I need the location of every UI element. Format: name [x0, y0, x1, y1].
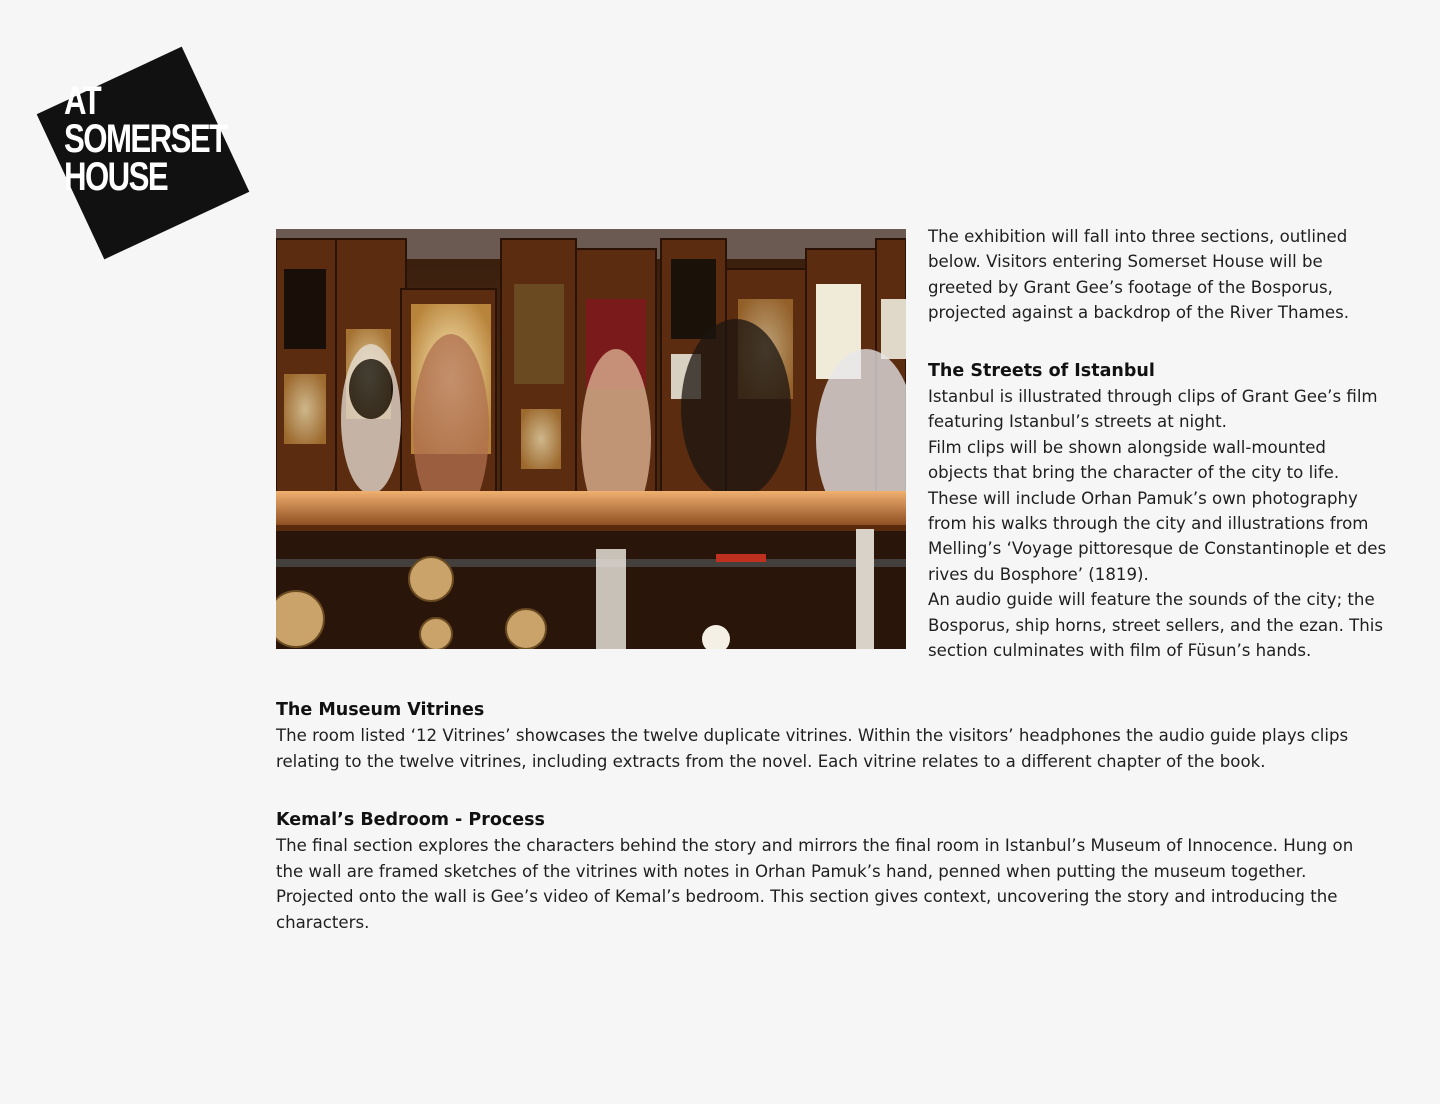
kemals-bedroom-section [276, 808, 1376, 935]
logo-text [64, 79, 227, 199]
museum-heading: The Museum Vitrines [276, 700, 485, 720]
somerset-house-logo [28, 38, 258, 268]
streets-paragraph-3: An audio guide will feature the sounds of the city; the Bosporus, ship horns, street sellers, and the ezan. This section culminates with film of Füsun’s hands. [928, 590, 1384, 661]
intro-paragraph: The exhibition will fall into three sections, outlined below. Visitors entering Somerset House will be greeted by Grant Gee’s footage of the Bosporus, projected against a backdrop of the River Thames. [928, 227, 1350, 323]
bedroom-body: The final section explores the characters behind the story and mirrors the final room in Istanbul’s Museum of Innocence. Hung on the wall are framed sketches of the vitrines with notes in Orhan Pamuk’s hand, penned when putting the museum together. Projected onto the wall is Gee’s video of Kemal’s bedroom. This section gives context, uncovering the story and introducing the characters. [276, 836, 1354, 932]
intro-column [928, 224, 1388, 664]
exhibition-photo [276, 229, 906, 649]
bedroom-heading: Kemal’s Bedroom - Process [276, 810, 545, 830]
museum-body: The room listed ‘12 Vitrines’ showcases the twelve duplicate vitrines. Within the visitors’ headphones the audio guide plays clips relating to the twelve vitrines, including extracts from the novel. Each vitrine relates to a different chapter of the book. [276, 726, 1349, 771]
logo-line-2: SOMERSET [64, 117, 227, 161]
streets-paragraph-2: Film clips will be shown alongside wall-mounted objects that bring the character of the city to life. These will include Orhan Pamuk’s own photography from his walks through the city and illustrations from Melling’s ‘Voyage pittoresque de Constantinople et des rives du Bosphore’ (1819). [928, 437, 1387, 584]
logo-line-1: AT [64, 79, 101, 123]
museum-vitrines-section [276, 698, 1376, 774]
streets-paragraph-1: Istanbul is illustrated through clips of Grant Gee’s film featuring Istanbul’s streets at night. [928, 387, 1378, 432]
logo-line-3: HOUSE [64, 155, 168, 199]
streets-heading: The Streets of Istanbul [928, 360, 1155, 381]
